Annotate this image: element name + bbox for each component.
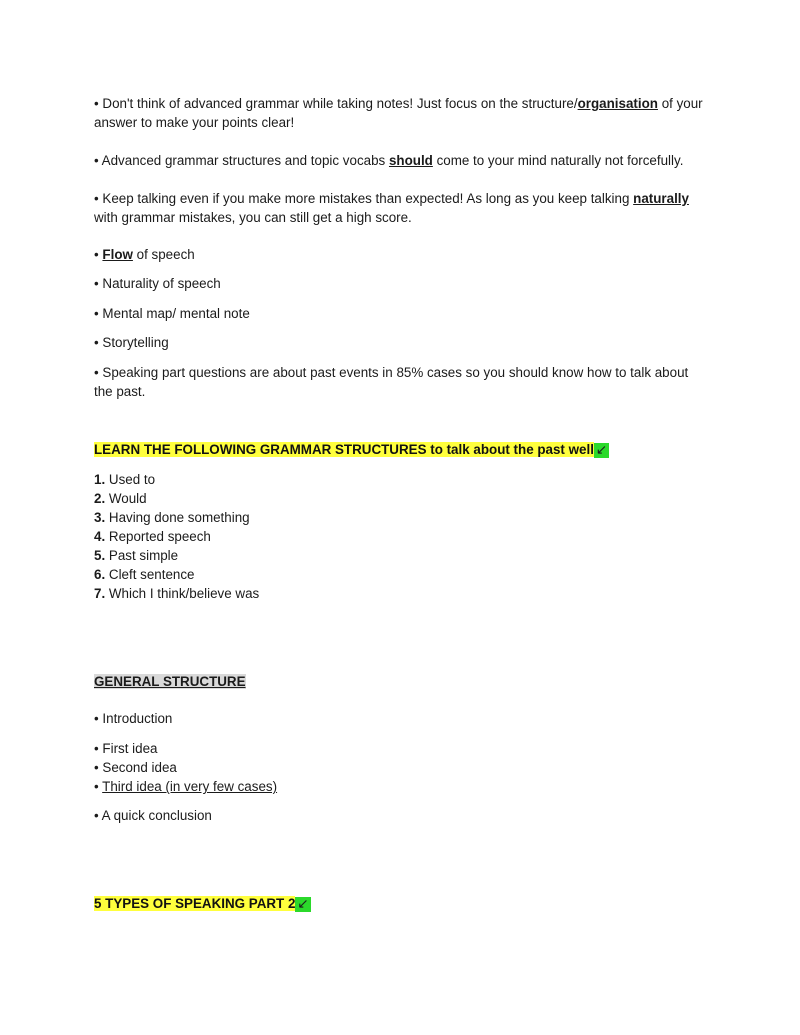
point-past-events: • Speaking part questions are about past events in 85% cases so you should know how to talk about the past. — [94, 365, 689, 399]
grammar-item: 2. Would — [94, 491, 147, 506]
grammar-item: 5. Past simple — [94, 548, 179, 563]
types-heading — [94, 895, 311, 914]
grammar-item: 3. Having done something — [94, 510, 250, 525]
structure-first-idea: • First idea — [94, 741, 158, 756]
tip-naturally: • Keep talking even if you make more mistakes than expected! As long as you keep talking naturally with grammar mistakes, you can still get a high score. — [94, 191, 689, 225]
structure-conclusion: • A quick conclusion — [94, 808, 212, 823]
point-naturality: • Naturality of speech — [94, 276, 221, 291]
structure-second-idea: • Second idea — [94, 760, 177, 775]
tip-should: • Advanced grammar structures and topic vocabs should come to your mind naturally not forcefully. — [94, 153, 684, 168]
grammar-heading-text: LEARN THE FOLLOWING GRAMMAR STRUCTURES to talk about the past well — [94, 442, 594, 457]
emphasis-flow: Flow — [102, 247, 133, 262]
structure-third-idea: • Third idea (in very few cases) — [94, 779, 278, 794]
emphasis-should: should — [388, 153, 433, 168]
structure-heading: GENERAL STRUCTURE — [94, 674, 246, 689]
arrow-down-left-icon: ↙ — [297, 897, 309, 912]
grammar-item: 4. Reported speech — [94, 529, 211, 544]
grammar-item: 1. Used to — [94, 472, 156, 487]
point-storytelling: • Storytelling — [94, 335, 169, 350]
point-mental-map: • Mental map/ mental note — [94, 306, 250, 321]
grammar-heading — [94, 441, 609, 460]
emphasis-organisation: organisation — [577, 96, 658, 111]
structure-introduction: • Introduction — [94, 711, 173, 726]
point-flow: • Flow of speech — [94, 247, 195, 262]
grammar-item: 7. Which I think/believe was — [94, 586, 260, 601]
types-heading-text: 5 TYPES OF SPEAKING PART 2 — [94, 896, 296, 911]
tip-organisation: • Don't think of advanced grammar while taking notes! Just focus on the structure/organisation of your answer to make your points clear! — [94, 96, 703, 130]
emphasis-naturally: naturally — [633, 191, 689, 206]
grammar-item: 6. Cleft sentence — [94, 567, 195, 582]
arrow-down-left-icon: ↙ — [595, 443, 608, 458]
